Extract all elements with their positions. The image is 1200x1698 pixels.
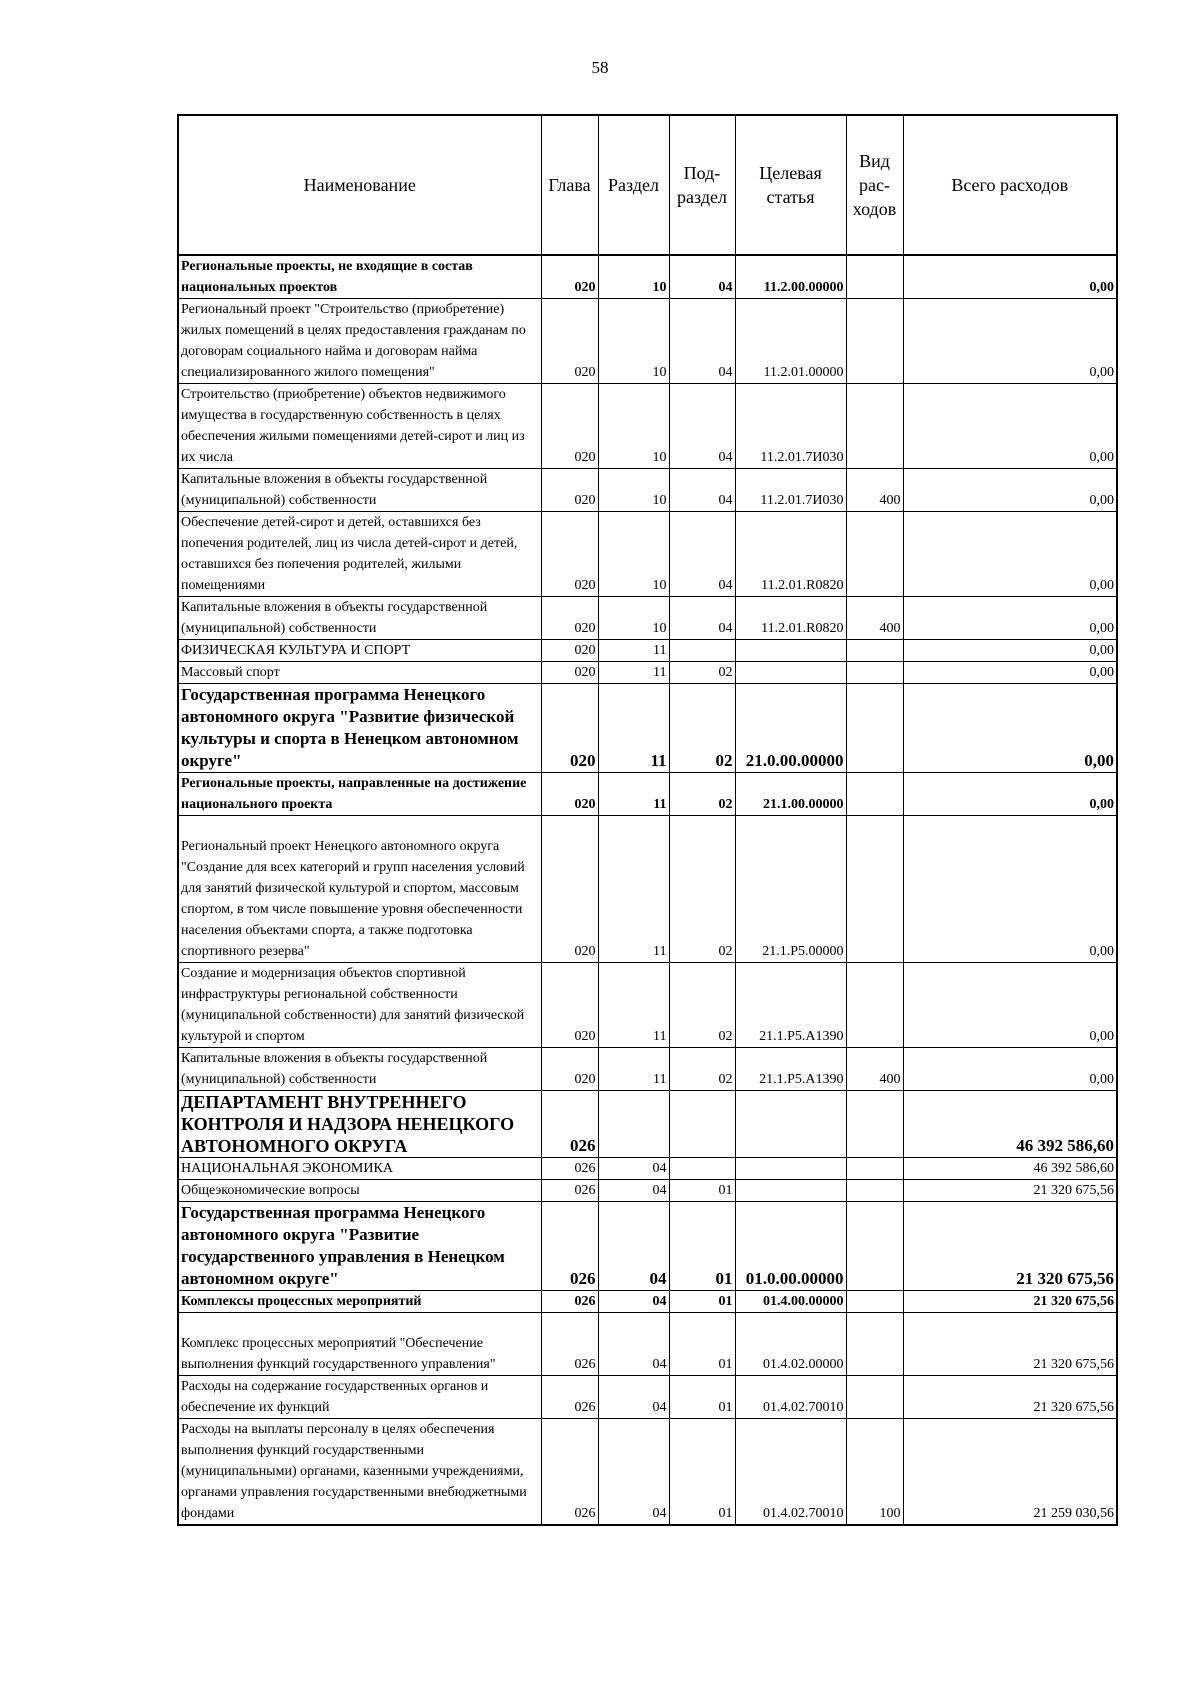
table-cell-podrazdel xyxy=(669,640,735,662)
table-cell-vsego-rashodov: 0,00 xyxy=(903,816,1117,963)
table-cell-tselevaya-statya: 01.4.02.70010 xyxy=(735,1419,846,1526)
table-cell-vid-rashodov xyxy=(846,1313,903,1376)
table-cell-vid-rashodov xyxy=(846,773,903,816)
table-cell-vsego-rashodov: 0,00 xyxy=(903,1048,1117,1091)
table-cell-vsego-rashodov: 21 320 675,56 xyxy=(903,1202,1117,1291)
table-row xyxy=(178,597,1117,640)
table-cell-podrazdel: 02 xyxy=(669,684,735,773)
table-cell-name: Комплекс процессных мероприятий "Обеспечение выполнения функций государственного управления" xyxy=(178,1313,541,1376)
table-cell-vid-rashodov xyxy=(846,299,903,384)
table-cell-tselevaya-statya xyxy=(735,662,846,684)
table-row xyxy=(178,469,1117,512)
table-cell-podrazdel: 02 xyxy=(669,773,735,816)
table-cell-vid-rashodov xyxy=(846,662,903,684)
table-cell-razdel: 04 xyxy=(598,1376,669,1419)
table-cell-razdel: 04 xyxy=(598,1202,669,1291)
table-cell-vsego-rashodov: 21 320 675,56 xyxy=(903,1313,1117,1376)
table-cell-podrazdel: 04 xyxy=(669,469,735,512)
table-cell-glava: 020 xyxy=(541,384,598,469)
table-cell-razdel: 04 xyxy=(598,1180,669,1202)
table-cell-glava: 026 xyxy=(541,1180,598,1202)
table-cell-podrazdel: 02 xyxy=(669,1048,735,1091)
table-cell-tselevaya-statya: 01.4.00.00000 xyxy=(735,1291,846,1313)
table-cell-name: Комплексы процессных мероприятий xyxy=(178,1291,541,1313)
table-cell-razdel: 10 xyxy=(598,255,669,299)
table-cell-name: Региональные проекты, не входящие в состав национальных проектов xyxy=(178,255,541,299)
table-cell-glava: 026 xyxy=(541,1202,598,1291)
table-cell-name: Капитальные вложения в объекты государственной (муниципальной) собственности xyxy=(178,597,541,640)
table-body xyxy=(178,255,1117,1525)
table-row xyxy=(178,773,1117,816)
table-cell-vsego-rashodov: 0,00 xyxy=(903,963,1117,1048)
table-cell-razdel: 11 xyxy=(598,816,669,963)
table-cell-podrazdel: 04 xyxy=(669,512,735,597)
table-cell-razdel xyxy=(598,1091,669,1158)
table-row xyxy=(178,1048,1117,1091)
table-row xyxy=(178,1419,1117,1526)
table-cell-tselevaya-statya xyxy=(735,640,846,662)
header-vsego-rashodov: Всего расходов xyxy=(903,115,1117,255)
table-cell-name: Государственная программа Ненецкого автономного округа "Развитие физической культуры и спорта в Ненецком автономном округе" xyxy=(178,684,541,773)
table-cell-razdel: 04 xyxy=(598,1419,669,1526)
table-cell-name: Массовый спорт xyxy=(178,662,541,684)
table-cell-vid-rashodov xyxy=(846,1202,903,1291)
table-cell-glava: 026 xyxy=(541,1091,598,1158)
table-cell-name: Создание и модернизация объектов спортивной инфраструктуры региональной собственности (муниципальной собственности) для занятий физической культурой и спортом xyxy=(178,963,541,1048)
table-cell-razdel: 10 xyxy=(598,597,669,640)
table-cell-vsego-rashodov: 0,00 xyxy=(903,662,1117,684)
table-cell-vid-rashodov: 400 xyxy=(846,597,903,640)
budget-table xyxy=(177,114,1118,1526)
table-cell-vid-rashodov: 400 xyxy=(846,1048,903,1091)
table-cell-podrazdel: 01 xyxy=(669,1202,735,1291)
table-cell-razdel: 11 xyxy=(598,640,669,662)
table-cell-podrazdel: 01 xyxy=(669,1419,735,1526)
table-cell-glava: 026 xyxy=(541,1158,598,1180)
table-cell-tselevaya-statya xyxy=(735,1158,846,1180)
table-cell-glava: 020 xyxy=(541,963,598,1048)
table-cell-vsego-rashodov: 0,00 xyxy=(903,384,1117,469)
table-cell-podrazdel: 04 xyxy=(669,255,735,299)
table-cell-name: Обеспечение детей-сирот и детей, оставшихся без попечения родителей, лиц из числа детей-сирот и детей, оставшихся без попечения родителей, жилыми помещениями xyxy=(178,512,541,597)
table-cell-podrazdel: 02 xyxy=(669,662,735,684)
header-razdel: Раздел xyxy=(598,115,669,255)
table-cell-vid-rashodov xyxy=(846,1158,903,1180)
table-cell-tselevaya-statya: 21.1.00.00000 xyxy=(735,773,846,816)
table-cell-vid-rashodov xyxy=(846,1376,903,1419)
table-cell-name: ФИЗИЧЕСКАЯ КУЛЬТУРА И СПОРТ xyxy=(178,640,541,662)
table-cell-vid-rashodov xyxy=(846,512,903,597)
table-cell-glava: 026 xyxy=(541,1313,598,1376)
table-cell-glava: 020 xyxy=(541,597,598,640)
table-cell-podrazdel: 02 xyxy=(669,963,735,1048)
table-cell-razdel: 10 xyxy=(598,512,669,597)
table-cell-podrazdel xyxy=(669,1091,735,1158)
table-cell-name: Региональные проекты, направленные на достижение национального проекта xyxy=(178,773,541,816)
table-cell-vid-rashodov xyxy=(846,640,903,662)
table-cell-name: Общеэкономические вопросы xyxy=(178,1180,541,1202)
table-row xyxy=(178,1158,1117,1180)
table-cell-razdel: 11 xyxy=(598,773,669,816)
table-cell-glava: 020 xyxy=(541,684,598,773)
table-cell-name: Расходы на содержание государственных органов и обеспечение их функций xyxy=(178,1376,541,1419)
table-cell-vsego-rashodov: 46 392 586,60 xyxy=(903,1091,1117,1158)
table-cell-razdel: 11 xyxy=(598,684,669,773)
header-podrazdel: Под- раздел xyxy=(669,115,735,255)
table-cell-name: НАЦИОНАЛЬНАЯ ЭКОНОМИКА xyxy=(178,1158,541,1180)
table-cell-vsego-rashodov: 0,00 xyxy=(903,469,1117,512)
table-cell-tselevaya-statya: 11.2.01.R0820 xyxy=(735,597,846,640)
table-cell-vsego-rashodov: 0,00 xyxy=(903,512,1117,597)
table-cell-vsego-rashodov: 0,00 xyxy=(903,597,1117,640)
table-row xyxy=(178,1376,1117,1419)
table-cell-podrazdel: 04 xyxy=(669,299,735,384)
table-cell-tselevaya-statya: 21.1.P5.A1390 xyxy=(735,963,846,1048)
table-cell-podrazdel: 01 xyxy=(669,1180,735,1202)
table-cell-podrazdel: 04 xyxy=(669,384,735,469)
table-cell-vsego-rashodov: 21 320 675,56 xyxy=(903,1376,1117,1419)
table-cell-podrazdel: 04 xyxy=(669,597,735,640)
table-cell-vsego-rashodov: 46 392 586,60 xyxy=(903,1158,1117,1180)
table-cell-tselevaya-statya: 11.2.01.R0820 xyxy=(735,512,846,597)
table-cell-glava: 020 xyxy=(541,469,598,512)
table-cell-vid-rashodov xyxy=(846,1091,903,1158)
table-cell-tselevaya-statya: 11.2.01.7И030 xyxy=(735,469,846,512)
table-cell-name: Строительство (приобретение) объектов недвижимого имущества в государственную собственность в целях обеспечения жилыми помещениями детей-сирот и лиц из их числа xyxy=(178,384,541,469)
table-cell-razdel: 10 xyxy=(598,299,669,384)
table-cell-vsego-rashodov: 21 320 675,56 xyxy=(903,1291,1117,1313)
table-cell-tselevaya-statya: 01.0.00.00000 xyxy=(735,1202,846,1291)
table-cell-tselevaya-statya xyxy=(735,1180,846,1202)
table-cell-name: Региональный проект Ненецкого автономного округа "Создание для всех категорий и групп населения условий для занятий физической культурой и спортом, массовым спортом, в том числе повышение уровня обеспеченности населения объектами спорта, а также подготовка спортивного резерва" xyxy=(178,816,541,963)
table-cell-glava: 026 xyxy=(541,1376,598,1419)
table-cell-razdel: 10 xyxy=(598,384,669,469)
table-cell-razdel: 04 xyxy=(598,1313,669,1376)
table-cell-tselevaya-statya: 01.4.02.00000 xyxy=(735,1313,846,1376)
table-cell-glava: 020 xyxy=(541,662,598,684)
table-cell-podrazdel: 01 xyxy=(669,1376,735,1419)
table-cell-glava: 020 xyxy=(541,640,598,662)
table-cell-razdel: 11 xyxy=(598,963,669,1048)
table-cell-tselevaya-statya: 11.2.01.7И030 xyxy=(735,384,846,469)
table-cell-vid-rashodov xyxy=(846,1291,903,1313)
table-cell-tselevaya-statya: 11.2.00.00000 xyxy=(735,255,846,299)
table-cell-vsego-rashodov: 0,00 xyxy=(903,299,1117,384)
table-cell-podrazdel: 02 xyxy=(669,816,735,963)
table-cell-name: Капитальные вложения в объекты государственной (муниципальной) собственности xyxy=(178,1048,541,1091)
table-cell-vid-rashodov: 100 xyxy=(846,1419,903,1526)
table-cell-vsego-rashodov: 21 259 030,56 xyxy=(903,1419,1117,1526)
table-cell-razdel: 11 xyxy=(598,1048,669,1091)
table-cell-podrazdel xyxy=(669,1158,735,1180)
table-cell-vid-rashodov xyxy=(846,255,903,299)
table-row xyxy=(178,640,1117,662)
table-row xyxy=(178,684,1117,773)
table-cell-tselevaya-statya: 11.2.01.00000 xyxy=(735,299,846,384)
table-cell-glava: 020 xyxy=(541,1048,598,1091)
header-vid-rashodov: Вид рас- ходов xyxy=(846,115,903,255)
table-cell-glava: 020 xyxy=(541,255,598,299)
header-glava: Глава xyxy=(541,115,598,255)
header-name: Наименование xyxy=(178,115,541,255)
table-cell-vsego-rashodov: 0,00 xyxy=(903,684,1117,773)
table-row xyxy=(178,1313,1117,1376)
table-cell-glava: 020 xyxy=(541,816,598,963)
table-cell-vid-rashodov xyxy=(846,963,903,1048)
table-cell-name: Государственная программа Ненецкого автономного округа "Развитие государственного управления в Ненецком автономном округе" xyxy=(178,1202,541,1291)
table-cell-vsego-rashodov: 0,00 xyxy=(903,255,1117,299)
table-cell-tselevaya-statya: 21.1.P5.A1390 xyxy=(735,1048,846,1091)
table-cell-vid-rashodov xyxy=(846,816,903,963)
table-row xyxy=(178,384,1117,469)
table-cell-tselevaya-statya xyxy=(735,1091,846,1158)
table-row xyxy=(178,662,1117,684)
table-cell-tselevaya-statya: 21.0.00.00000 xyxy=(735,684,846,773)
table-header-row xyxy=(178,115,1117,255)
table-row xyxy=(178,255,1117,299)
table-row xyxy=(178,1291,1117,1313)
page-number: 58 xyxy=(591,58,609,77)
table-cell-name: ДЕПАРТАМЕНТ ВНУТРЕННЕГО КОНТРОЛЯ И НАДЗОРА НЕНЕЦКОГО АВТОНОМНОГО ОКРУГА xyxy=(178,1091,541,1158)
table-cell-vid-rashodov xyxy=(846,684,903,773)
table-cell-razdel: 04 xyxy=(598,1291,669,1313)
table-cell-glava: 026 xyxy=(541,1291,598,1313)
table-row xyxy=(178,512,1117,597)
table-cell-vid-rashodov xyxy=(846,384,903,469)
table-cell-name: Расходы на выплаты персоналу в целях обеспечения выполнения функций государственными (муниципальными) органами, казенными учреждениями, органами управления государственными внебюджетными фондами xyxy=(178,1419,541,1526)
table-cell-glava: 020 xyxy=(541,773,598,816)
table-cell-vid-rashodov xyxy=(846,1180,903,1202)
table-cell-vsego-rashodov: 0,00 xyxy=(903,640,1117,662)
table-cell-tselevaya-statya: 21.1.P5.00000 xyxy=(735,816,846,963)
table-cell-glava: 026 xyxy=(541,1419,598,1526)
table-cell-vsego-rashodov: 21 320 675,56 xyxy=(903,1180,1117,1202)
table-cell-razdel: 04 xyxy=(598,1158,669,1180)
header-tselevaya-statya: Целевая статья xyxy=(735,115,846,255)
table-cell-podrazdel: 01 xyxy=(669,1313,735,1376)
table-cell-podrazdel: 01 xyxy=(669,1291,735,1313)
table-row xyxy=(178,816,1117,963)
table-cell-tselevaya-statya: 01.4.02.70010 xyxy=(735,1376,846,1419)
table-cell-razdel: 10 xyxy=(598,469,669,512)
table-row xyxy=(178,1091,1117,1158)
table-cell-vid-rashodov: 400 xyxy=(846,469,903,512)
table-cell-glava: 020 xyxy=(541,512,598,597)
table-cell-razdel: 11 xyxy=(598,662,669,684)
table-cell-glava: 020 xyxy=(541,299,598,384)
table-cell-name: Региональный проект "Строительство (приобретение) жилых помещений в целях предоставления гражданам по договорам социального найма и договорам найма специализированного жилого помещения" xyxy=(178,299,541,384)
table-row xyxy=(178,1180,1117,1202)
table-row xyxy=(178,299,1117,384)
table-cell-vsego-rashodov: 0,00 xyxy=(903,773,1117,816)
table-row xyxy=(178,963,1117,1048)
table-cell-name: Капитальные вложения в объекты государственной (муниципальной) собственности xyxy=(178,469,541,512)
table-row xyxy=(178,1202,1117,1291)
